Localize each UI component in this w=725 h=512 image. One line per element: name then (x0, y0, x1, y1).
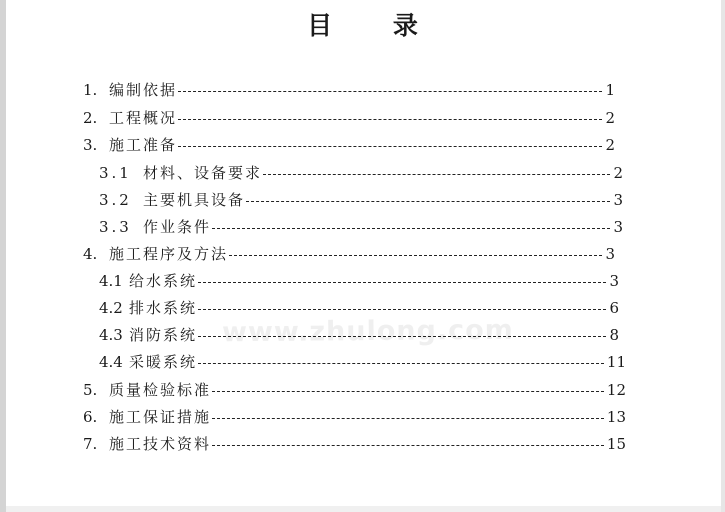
toc-leader-dashes (246, 201, 610, 202)
toc-entry-number: 1. (83, 81, 98, 99)
toc-entry-label: 施工技术资料 (109, 435, 212, 453)
toc-leader-dashes (178, 146, 602, 147)
toc-entry-page: 2 (613, 164, 623, 182)
toc-entry-label: 主要机具设备 (143, 191, 246, 209)
toc-entry-number: 4.3 (99, 326, 123, 344)
toc-entry-label: 作业条件 (143, 218, 212, 236)
toc-entry-page: 12 (606, 381, 626, 399)
toc-entry[interactable] (83, 135, 615, 155)
toc-entry[interactable] (99, 163, 623, 183)
toc-entry-page: 13 (606, 408, 626, 426)
toc-entry[interactable] (99, 190, 623, 210)
toc-leader-dashes (212, 228, 610, 229)
toc-entry-number: 4.2 (99, 299, 123, 317)
toc-entry-label: 给水系统 (129, 272, 198, 290)
toc-leader-dashes (263, 174, 610, 175)
toc-leader-dashes (198, 309, 606, 310)
toc-entry-page: 6 (609, 299, 619, 317)
toc-entry[interactable] (83, 380, 626, 400)
toc-entry-number: 7. (83, 435, 98, 453)
toc-entry-number: 3. (83, 136, 98, 154)
toc-entry-label: 排水系统 (129, 299, 198, 317)
page-title: 目 录 (307, 11, 444, 40)
toc-entry-page: 2 (605, 109, 615, 127)
toc-leader-dashes (178, 119, 602, 120)
toc-entry[interactable] (99, 271, 619, 291)
toc-entry-number: 4.4 (99, 353, 123, 371)
toc-entry-page: 3 (605, 245, 615, 263)
toc-leader-dashes (198, 363, 604, 364)
toc-entry[interactable] (83, 80, 615, 100)
toc-entry-page: 1 (605, 81, 615, 99)
toc-entry-page: 3 (613, 218, 623, 236)
toc-entry-number: 4. (83, 245, 98, 263)
toc-leader-dashes (212, 391, 604, 392)
toc-entry[interactable] (83, 434, 626, 454)
toc-leader-dashes (198, 282, 606, 283)
toc-entry-label: 工程概况 (109, 109, 178, 127)
toc-entry-number: 3.3 (99, 218, 132, 236)
toc-entry[interactable] (83, 244, 615, 264)
toc-entry-number: 6. (83, 408, 98, 426)
toc-entry-label: 材料、设备要求 (143, 164, 263, 182)
toc-entry-number: 4.1 (99, 272, 123, 290)
toc-entry-label: 采暖系统 (129, 353, 198, 371)
toc-entry-page: 15 (606, 435, 626, 453)
toc-entry[interactable] (99, 298, 619, 318)
toc-leader-dashes (198, 336, 606, 337)
toc-entry[interactable] (99, 217, 623, 237)
toc-leader-dashes (212, 418, 604, 419)
toc-entry-label: 质量检验标准 (109, 381, 212, 399)
toc-entry-number: 3.1 (99, 164, 132, 182)
toc-entry-label: 编制依据 (109, 81, 178, 99)
toc-entry-page: 3 (609, 272, 619, 290)
toc-entry-label: 施工准备 (109, 136, 178, 154)
toc-entry-label: 施工保证措施 (109, 408, 212, 426)
toc-entry-number: 3.2 (99, 191, 132, 209)
toc-entry[interactable] (83, 108, 615, 128)
toc-entry-page: 11 (606, 353, 626, 371)
toc-entry-label: 施工程序及方法 (109, 245, 229, 263)
toc-entry[interactable] (83, 407, 626, 427)
toc-leader-dashes (229, 255, 602, 256)
toc-entry-label: 消防系统 (129, 326, 198, 344)
toc-entry[interactable] (99, 352, 626, 372)
toc-entry-page: 8 (609, 326, 619, 344)
toc-entry-number: 2. (83, 109, 98, 127)
toc-entry-number: 5. (83, 381, 98, 399)
toc-entry-page: 2 (605, 136, 615, 154)
toc-entry[interactable] (99, 325, 619, 345)
watermark: www.zhulong.com (221, 314, 514, 349)
toc-leader-dashes (212, 445, 604, 446)
toc-leader-dashes (178, 91, 602, 92)
toc-entry-page: 3 (613, 191, 623, 209)
